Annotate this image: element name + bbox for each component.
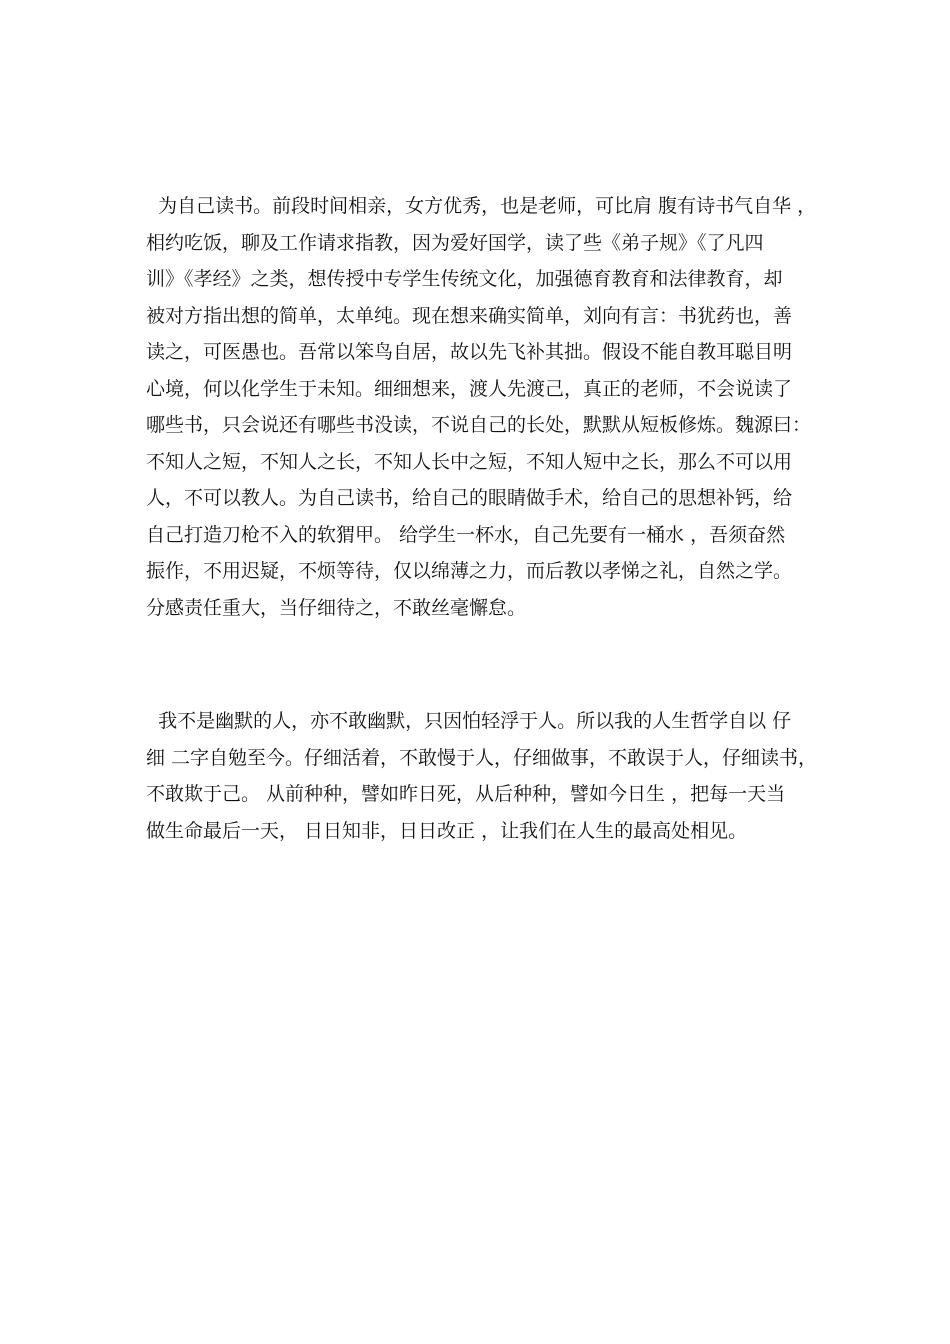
text-line: 我不是幽默的人，亦不敢幽默，只因怕轻浮于人。所以我的人生哲学自以 仔	[146, 710, 792, 732]
paragraph-2	[146, 703, 816, 849]
text-line: 被对方指出想的简单，太单纯。现在想来确实简单，刘向有言：书犹药也，善	[146, 304, 793, 327]
text-line: 读之，可医愚也。吾常以笨鸟自居，故以先飞补其拙。假设不能自教耳聪目明	[146, 341, 793, 363]
text-line: 不知人之短，不知人之长，不知人长中之短，不知人短中之长，那么不可以用	[146, 450, 793, 473]
paragraph-1	[146, 188, 816, 626]
text-line: 做生命最后一天， 日日知非，日日改正 ，让我们在人生的最高处相见。	[146, 819, 748, 842]
text-line: 训》《孝经》之类，想传授中专学生传统文化，加强德育教育和法律教育，却	[146, 268, 783, 290]
text-line: 人，不可以教人。为自己读书，给自己的眼睛做手术，给自己的思想补钙，给	[146, 487, 793, 509]
text-line: 振作，不用迟疑，不烦等待，仅以绵薄之力，而后教以孝悌之礼，自然之学。	[146, 560, 793, 582]
text-line: 哪些书，只会说还有哪些书没读，不说自己的长处，默默从短板修炼。魏源曰：	[146, 414, 812, 436]
text-line: 分感责任重大，当仔细待之，不敢丝毫懈怠。	[146, 596, 527, 619]
text-line: 心境，何以化学生于未知。细细想来，渡人先渡己，真正的老师，不会说读了	[146, 377, 793, 400]
text-line: 为自己读书。前段时间相亲，女方优秀，也是老师，可比肩 腹有诗书气自华 ，	[146, 195, 817, 217]
text-line: 不敢欺于己。 从前种种，譬如昨日死，从后种种，譬如今日生 ，把每一天当	[146, 783, 786, 805]
text-line: 自己打造刀枪不入的软猬甲。 给学生一杯水，自己先要有一桶水 ，吾须奋然	[146, 523, 786, 546]
text-line: 相约吃饭，聊及工作请求指教，因为爱好国学，读了些《弟子规》《了凡四	[146, 231, 764, 254]
text-line: 细 二字自勉至今。仔细活着，不敢慢于人，仔细做事，不敢误于人，仔细读书，	[146, 746, 818, 769]
